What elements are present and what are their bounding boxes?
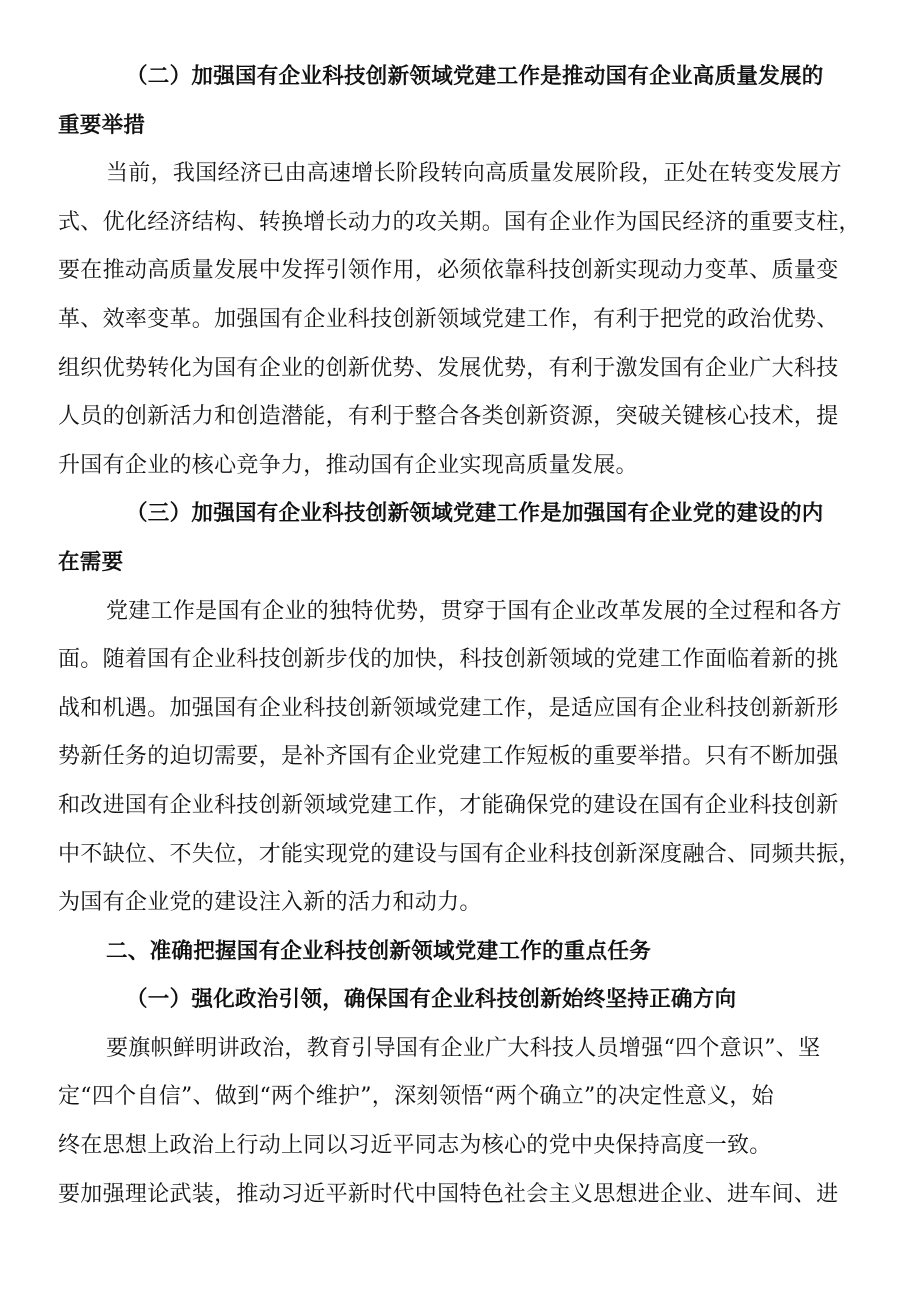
- paragraph-line: 面。随着国有企业科技创新步伐的加快，科技创新领域的党建工作面临着新的挑: [58, 647, 839, 673]
- paragraph-line: 终在思想上政治上行动上同以习近平同志为核心的党中央保持高度一致。: [58, 1133, 772, 1159]
- section-heading-3-line2: 在需要: [58, 549, 124, 575]
- section-heading-1: （一）强化政治引领，确保国有企业科技创新始终坚持正确方向: [126, 987, 737, 1013]
- paragraph-line: 党建工作是国有企业的独特优势，贯穿于国有企业改革发展的全过程和各方: [106, 598, 842, 624]
- paragraph-line: 要在推动高质量发展中发挥引领作用，必须依靠科技创新实现动力变革、质量变: [58, 258, 839, 284]
- paragraph-line: 定“四个自信”、做到“两个维护”，深刻领悟“两个确立”的决定性意义，始: [58, 1084, 774, 1110]
- paragraph-line: 当前，我国经济已由高速增长阶段转向高质量发展阶段，正处在转变发展方: [106, 161, 842, 187]
- section-heading-2-line2: 重要举措: [58, 112, 146, 138]
- section-heading-2-line1: （二）加强国有企业科技创新领域党建工作是推动国有企业高质量发展的: [126, 64, 824, 89]
- paragraph-line: 要旗帜鲜明讲政治，教育引导国有企业广大科技人员增强“四个意识”、坚: [106, 1035, 821, 1061]
- paragraph-line: 革、效率变革。加强国有企业科技创新领域党建工作，有利于把党的政治优势、: [58, 306, 839, 332]
- paragraph-line: 组织优势转化为国有企业的创新优势、发展优势，有利于激发国有企业广大科技: [58, 355, 839, 381]
- paragraph-line: 式、优化经济结构、转换增长动力的攻关期。国有企业作为国民经济的重要支柱，: [58, 209, 861, 235]
- paragraph-line: 中不缺位、不失位，才能实现党的建设与国有企业科技创新深度融合、同频共振，: [58, 841, 861, 867]
- paragraph-line: 为国有企业党的建设注入新的活力和动力。: [58, 890, 482, 916]
- paragraph-line: 和改进国有企业科技创新领域党建工作，才能确保党的建设在国有企业科技创新: [58, 792, 839, 818]
- paragraph-line: 要加强理论武装，推动习近平新时代中国特色社会主义思想进企业、进车间、进: [58, 1181, 839, 1207]
- paragraph-line: 势新任务的迫切需要，是补齐国有企业党建工作短板的重要举措。只有不断加强: [58, 744, 839, 770]
- paragraph-line: 升国有企业的核心竞争力，推动国有企业实现高质量发展。: [58, 452, 638, 478]
- paragraph-line: 人员的创新活力和创造潜能，有利于整合各类创新资源，突破关键核心技术，提: [58, 404, 839, 430]
- section-heading-3-line1: （三）加强国有企业科技创新领域党建工作是加强国有企业党的建设的内: [126, 501, 824, 527]
- paragraph-line: 战和机遇。加强国有企业科技创新领域党建工作，是适应国有企业科技创新新形: [58, 695, 839, 721]
- chapter-heading: 二、准确把握国有企业科技创新领域党建工作的重点任务: [106, 938, 652, 964]
